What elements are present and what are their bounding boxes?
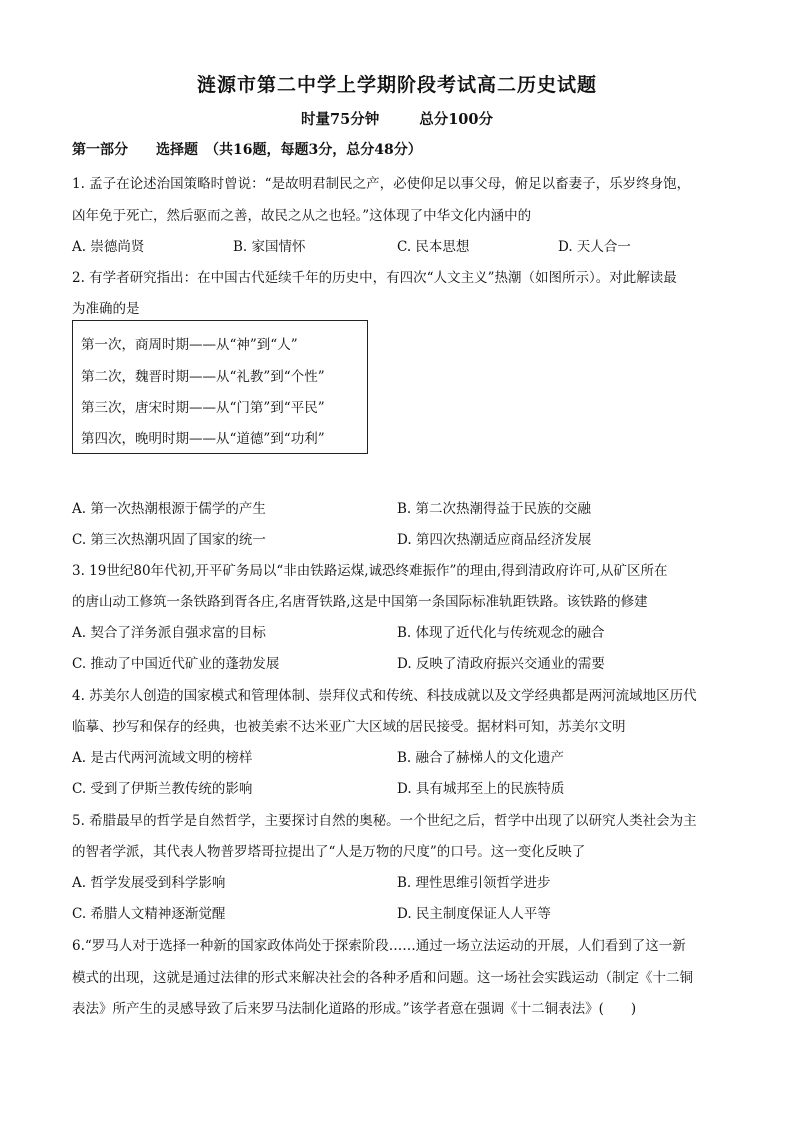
- q1-option-a: A. 崇德尚贤: [72, 239, 145, 255]
- question-2-text-line-1: 2. 有学者研究指出：在中国古代延续千年的历史中，有四次“人文主义”热潮（如图所示）。对此解读最: [72, 270, 677, 286]
- exam-info: [0, 108, 794, 129]
- question-4-text-line-2: 临摹、抄写和保存的经典，也被美索不达米亚广大区域的居民接受。据材料可知，苏美尔文明: [72, 719, 626, 735]
- q5-option-c: C. 希腊人文精神逐渐觉醒: [72, 906, 226, 922]
- q3-option-c: C. 推动了中国近代矿业的蓬勃发展: [72, 656, 280, 672]
- q2-option-a: A. 第一次热潮根源于儒学的产生: [72, 501, 266, 517]
- q4-option-d: D. 具有城邦至上的民族特质: [397, 781, 565, 797]
- q5-option-b: B. 理性思维引领哲学进步: [397, 875, 551, 891]
- question-1-text-line-2: 凶年免于死亡，然后驱而之善，故民之从之也轻。”这体现了中华文化内涵中的: [72, 208, 532, 224]
- total-score: 总分100分: [419, 111, 493, 128]
- box-line-4: 第四次，晚明时期——从“道德”到“功利”: [81, 431, 325, 447]
- time-limit: 时量75分钟: [301, 111, 380, 128]
- question-5-text-line-2: 的智者学派，其代表人物普罗塔哥拉提出了“人是万物的尺度”的口号。这一变化反映了: [72, 844, 586, 860]
- page-title: 涟源市第二中学上学期阶段考试高二历史试题: [196, 74, 597, 96]
- question-3-text-line-2: 的唐山动工修筑一条铁路到胥各庄,名唐胥铁路,这是中国第一条国际标准轨距铁路。该铁路的修建: [72, 594, 648, 610]
- question-6-text-line-2: 模式的出现，这就是通过法律的形式来解决社会的各种矛盾和问题。这一场社会实践运动（制定《十二铜: [72, 970, 693, 986]
- q2-option-b: B. 第二次热潮得益于民族的交融: [397, 501, 592, 517]
- humanism-waves-box: [72, 320, 368, 454]
- q4-option-a: A. 是古代两河流域文明的榜样: [72, 750, 253, 766]
- q1-option-b: B. 家国情怀: [233, 239, 306, 255]
- q2-option-d: D. 第四次热潮适应商品经济发展: [397, 532, 592, 548]
- q5-option-d: D. 民主制度保证人人平等: [397, 906, 551, 922]
- q4-option-c: C. 受到了伊斯兰教传统的影响: [72, 781, 253, 797]
- q3-option-d: D. 反映了清政府振兴交通业的需要: [397, 656, 605, 672]
- box-line-1: 第一次，商周时期——从“神”到“人”: [81, 337, 298, 353]
- q1-option-c: C. 民本思想: [397, 239, 470, 255]
- question-5-text-line-1: 5. 希腊最早的哲学是自然哲学，主要探讨自然的奥秘。一个世纪之后，哲学中出现了以研究人类社会为主: [72, 813, 697, 829]
- question-4-text-line-1: 4. 苏美尔人创造的国家模式和管理体制、崇拜仪式和传统、科技成就以及文学经典都是两河流域地区历代: [72, 688, 697, 704]
- question-2-text-line-2: 为准确的是: [72, 301, 140, 317]
- box-line-3: 第三次，唐宋时期——从“门第”到“平民”: [81, 400, 325, 416]
- q5-option-a: A. 哲学发展受到科学影响: [72, 875, 226, 891]
- question-1-text-line-1: 1. 孟子在论述治国策略时曾说：“是故明君制民之产，必使仰足以事父母，俯足以畜妻子，乐岁终身饱，: [72, 176, 691, 192]
- q3-option-b: B. 体现了近代化与传统观念的融合: [397, 625, 605, 641]
- question-3-text-line-1: 3. 19世纪80年代初,开平矿务局以“非由铁路运煤,诚恐终难振作”的理由,得到清政府许可,从矿区所在: [72, 563, 668, 579]
- q1-option-d: D. 天人合一: [558, 239, 631, 255]
- q3-option-a: A. 契合了洋务派自强求富的目标: [72, 625, 266, 641]
- box-line-2: 第二次，魏晋时期——从“礼教”到“个性”: [81, 369, 325, 385]
- q4-option-b: B. 融合了赫梯人的文化遗产: [397, 750, 565, 766]
- question-6-text-line-1: 6.“罗马人对于选择一种新的国家政体尚处于探索阶段……通过一场立法运动的开展，人们看到了这一新: [72, 938, 686, 954]
- section-heading: 第一部分 选择题 （共16题，每题3分，总分48分）: [72, 142, 422, 158]
- q2-option-c: C. 第三次热潮巩固了国家的统一: [72, 532, 266, 548]
- question-6-text-line-3: 表法》所产生的灵感导致了后来罗马法制化道路的形成。”该学者意在强调《十二铜表法》( ): [72, 1001, 637, 1017]
